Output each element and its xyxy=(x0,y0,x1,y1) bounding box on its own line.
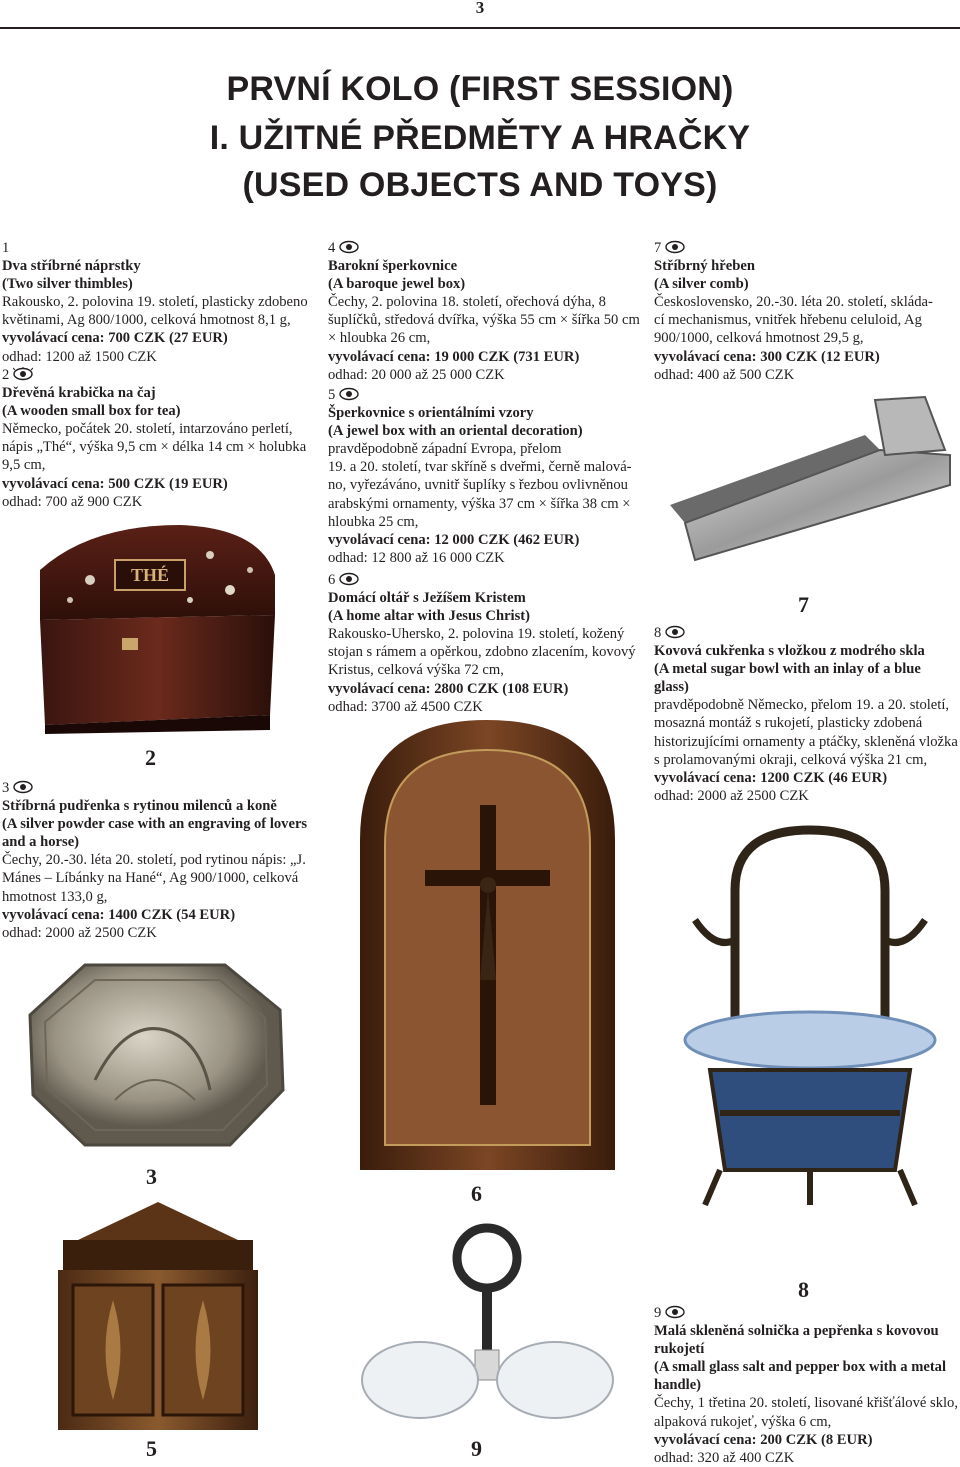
lot-name: rukojetí xyxy=(654,1341,705,1358)
lot-number: 2 xyxy=(2,367,10,383)
lot-desc-line: arabskými ornamenty, výška 37 cm × šířka 38 cm × xyxy=(328,495,631,512)
lot-desc-line: historizujícími ornamenty a ptáčky, skleněná vložka xyxy=(654,733,958,750)
lot-desc-line: Čechy, 20.-30. léta 20. století, pod rytinou nápis: „J. xyxy=(2,852,306,869)
lot-desc-line: no, vyřezáváno, uvnitř šuplíky s řezbou ovlivněnou xyxy=(328,477,628,494)
lot-name: Barokní šperkovnice xyxy=(328,258,458,275)
lot-desc-line: Mánes – Líbánky na Hané“, Ag 900/1000, celková xyxy=(2,870,299,887)
photo-label-2: 2 xyxy=(145,745,156,770)
lot-name-en: (A wooden small box for tea) xyxy=(2,403,181,420)
eye-icon xyxy=(339,240,359,254)
lot-desc-line: Rakousko, 2. polovina 19. století, plasticky zdobeno xyxy=(2,294,308,311)
lot-name-en: (A silver comb) xyxy=(654,276,749,293)
lot-name: Domácí oltář s Ježíšem Kristem xyxy=(328,590,526,607)
lot-desc-line: stojan s rámem a opěrkou, zdobno zlacením, kovový xyxy=(328,644,636,661)
lot-1 xyxy=(2,239,312,366)
lot-estimate: odhad: 320 až 400 CZK xyxy=(654,1449,795,1466)
eye-icon xyxy=(665,240,685,254)
lot-number: 1 xyxy=(2,240,10,256)
eye-icon xyxy=(665,1305,685,1319)
lot-desc-line: Kristus, celková výška 72 cm, xyxy=(328,662,504,679)
lot-name: Stříbrná pudřenka s rytinou milenců a koně xyxy=(2,798,277,815)
lot-price: vyvolávací cena: 1200 CZK (46 EUR) xyxy=(654,769,888,786)
lot-desc-line: mosazná montáž s rukojetí, plasticky zdobená xyxy=(654,715,923,732)
lot-number: 9 xyxy=(654,1305,662,1321)
lot-desc-line: 900/1000, celková hmotnost 29,5 g, xyxy=(654,330,864,347)
lot-estimate: odhad: 12 800 až 16 000 CZK xyxy=(328,549,505,566)
photo-label-8: 8 xyxy=(798,1277,809,1302)
eye-icon xyxy=(339,387,359,401)
lot-name-en: (A baroque jewel box) xyxy=(328,276,466,293)
photo-sugar-bowl xyxy=(665,810,955,1220)
photo-powder-case xyxy=(25,960,290,1150)
photo-tea-box xyxy=(30,520,280,735)
title-line-3: (USED OBJECTS AND TOYS) xyxy=(242,166,718,204)
eye-icon xyxy=(13,780,33,794)
lot-name-en: (A home altar with Jesus Christ) xyxy=(328,608,531,625)
photo-jewel-box-oriental xyxy=(38,1200,278,1435)
lot-desc-line: Čechy, 2. polovina 18. století, ořechová dýha, 8 xyxy=(328,294,606,311)
eye-icon xyxy=(13,367,33,381)
lot-price: vyvolávací cena: 12 000 CZK (462 EUR) xyxy=(328,531,580,548)
lot-desc-line: pravděpodobně Německo, přelom 19. a 20. století, xyxy=(654,697,950,714)
lot-desc-line: šuplíčků, středová dvířka, výška 55 cm × šířka 50 cm xyxy=(328,312,640,329)
lot-desc-line: květinami, Ag 800/1000, celková hmotnost 8,1 g, xyxy=(2,312,291,329)
lot-name: Šperkovnice s orientálními vzory xyxy=(328,405,534,422)
photo-label-6: 6 xyxy=(471,1181,482,1206)
title-line-1: PRVNÍ KOLO (FIRST SESSION) xyxy=(226,70,734,108)
lot-estimate: odhad: 2000 až 2500 CZK xyxy=(654,787,809,804)
lot-name-en: (A jewel box with an oriental decoration) xyxy=(328,423,583,440)
lot-desc-line: s prolamovanými okraji, celková výška 21 cm, xyxy=(654,751,928,768)
lot-desc-line: Rakousko-Uhersko, 2. polovina 19. století, kožený xyxy=(328,626,625,643)
lot-4 xyxy=(328,239,643,384)
photo-label-9: 9 xyxy=(471,1436,482,1461)
title-line-2: I. UŽITNÉ PŘEDMĚTY A HRAČKY xyxy=(209,119,751,157)
lot-estimate: odhad: 2000 až 2500 CZK xyxy=(2,924,157,941)
lot-price: vyvolávací cena: 2800 CZK (108 EUR) xyxy=(328,680,569,697)
eye-icon xyxy=(339,572,359,586)
page-header xyxy=(0,0,960,27)
lot-name-en: (A silver powder case with an engraving of lovers xyxy=(2,816,308,833)
lot-name-en: and a horse) xyxy=(2,834,80,851)
lot-estimate: odhad: 1200 až 1500 CZK xyxy=(2,348,157,365)
photo-silver-comb xyxy=(665,395,955,575)
lot-6 xyxy=(328,571,643,716)
lot-number: 4 xyxy=(328,240,336,256)
lot-price: vyvolávací cena: 700 CZK (27 EUR) xyxy=(2,330,228,347)
lot-desc-line: Čechy, 1 třetina 20. století, lisované křišťálové sklo, xyxy=(654,1395,958,1412)
lot-desc-line: × hloubka 26 cm, xyxy=(328,330,431,347)
lot-price: vyvolávací cena: 500 CZK (19 EUR) xyxy=(2,475,228,492)
lot-desc-line: nápis „Thé“, výška 9,5 cm × délka 14 cm × holubka xyxy=(2,439,307,456)
lot-desc-line: Československo, 20.-30. léta 20. století, skláda- xyxy=(654,294,933,311)
lot-number: 5 xyxy=(328,387,336,403)
lot-7 xyxy=(654,239,954,384)
lot-estimate: odhad: 700 až 900 CZK xyxy=(2,493,143,510)
lot-desc-line: hmotnost 133,0 g, xyxy=(2,888,108,905)
box-inscription: THÉ xyxy=(130,565,170,585)
lot-name-en: (Two silver thimbles) xyxy=(2,276,133,293)
lot-number: 6 xyxy=(328,572,336,588)
lot-8 xyxy=(654,624,959,805)
lot-estimate: odhad: 20 000 až 25 000 CZK xyxy=(328,366,505,383)
lot-name-en: (A small glass salt and pepper box with a metal xyxy=(654,1359,947,1376)
photo-salt-pepper xyxy=(355,1220,620,1435)
lot-3 xyxy=(2,779,322,942)
eye-icon xyxy=(665,625,685,639)
lot-desc-line: 19. a 20. století, tvar skříně s dveřmi, černě malová- xyxy=(328,459,632,476)
lot-price: vyvolávací cena: 1400 CZK (54 EUR) xyxy=(2,906,236,923)
lot-name: Kovová cukřenka s vložkou z modrého skla xyxy=(654,643,925,660)
lot-2 xyxy=(2,366,317,511)
lot-desc-line: Německo, počátek 20. století, intarzováno perletí, xyxy=(2,421,293,438)
lot-9 xyxy=(654,1304,959,1467)
page-number: 3 xyxy=(475,0,485,17)
photo-label-5: 5 xyxy=(146,1436,157,1461)
lot-desc-line: pravděpodobně západní Evropa, přelom xyxy=(328,441,562,458)
lot-number: 7 xyxy=(654,240,662,256)
lot-price: vyvolávací cena: 19 000 CZK (731 EUR) xyxy=(328,348,580,365)
lot-name: Stříbrný hřeben xyxy=(654,258,755,275)
photo-label-3: 3 xyxy=(146,1164,157,1189)
lot-estimate: odhad: 3700 až 4500 CZK xyxy=(328,698,483,715)
lot-name: Dřevěná krabička na čaj xyxy=(2,385,156,402)
lot-desc-line: cí mechanismus, vnitřek hřebenu celuloid, Ag xyxy=(654,312,922,329)
lot-desc-line: 9,5 cm, xyxy=(2,457,46,474)
photo-label-7: 7 xyxy=(798,592,809,617)
lot-desc-line: alpaková rukojeť, výška 6 cm, xyxy=(654,1413,832,1430)
lot-number: 3 xyxy=(2,780,10,796)
lot-5 xyxy=(328,386,643,567)
lot-estimate: odhad: 400 až 500 CZK xyxy=(654,366,795,383)
header-rule xyxy=(0,27,960,29)
lot-name-en: handle) xyxy=(654,1377,702,1394)
lot-desc-line: hloubka 25 cm, xyxy=(328,513,419,530)
lot-number: 8 xyxy=(654,625,662,641)
photo-home-altar xyxy=(355,720,620,1170)
lot-price: vyvolávací cena: 200 CZK (8 EUR) xyxy=(654,1431,873,1448)
lot-price: vyvolávací cena: 300 CZK (12 EUR) xyxy=(654,348,880,365)
lot-name: Malá skleněná solnička a pepřenka s kovovou xyxy=(654,1323,939,1340)
lot-name: Dva stříbrné náprstky xyxy=(2,258,141,275)
lot-name-en: (A metal sugar bowl with an inlay of a blue glass) xyxy=(654,661,921,696)
